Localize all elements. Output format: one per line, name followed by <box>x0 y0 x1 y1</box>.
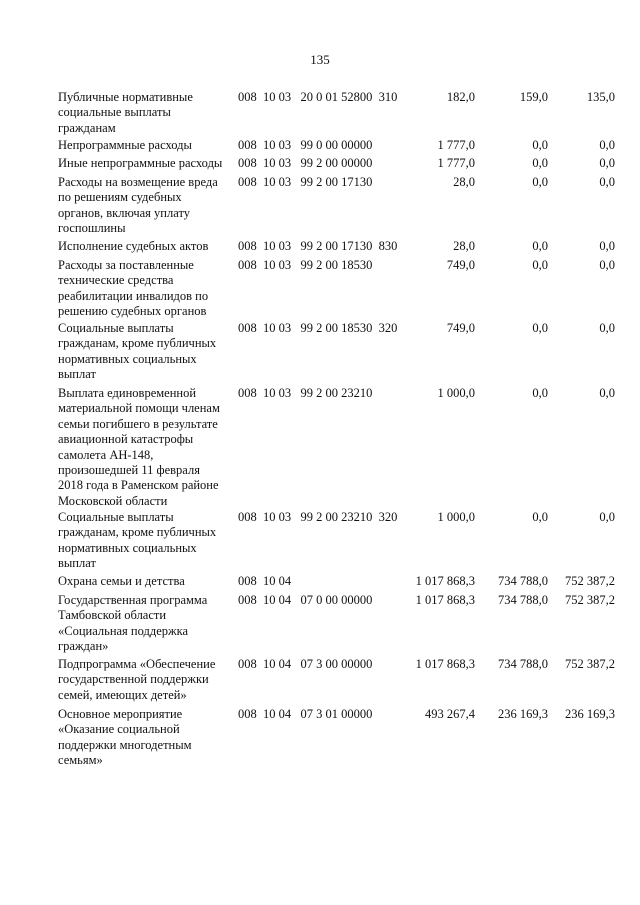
row-value-3: 752 387,2 <box>565 593 615 607</box>
row-value-3: 0,0 <box>599 510 615 524</box>
row-value-2: 0,0 <box>532 156 548 170</box>
row-code: 008 10 04 <box>238 574 292 588</box>
row-value-1: 749,0 <box>446 258 475 272</box>
row-code: 008 10 03 99 2 00 23210 <box>238 386 373 400</box>
row-value-2: 734 788,0 <box>498 574 548 588</box>
row-value-2: 159,0 <box>519 90 548 104</box>
row-value-3: 752 387,2 <box>565 657 615 671</box>
row-value-3: 236 169,3 <box>565 707 615 721</box>
row-value-1: 1 017 868,3 <box>415 593 475 607</box>
row-value-3: 135,0 <box>586 90 615 104</box>
row-code: 008 10 03 99 2 00 18530 320 <box>238 321 398 335</box>
row-value-2: 734 788,0 <box>498 593 548 607</box>
row-name: Расходы за поставленные технические средства реабилитации инвалидов по решению судебных органов <box>58 258 209 319</box>
row-code: 008 10 04 07 0 00 00000 <box>238 593 373 607</box>
row-value-3: 0,0 <box>599 239 615 253</box>
row-value-3: 0,0 <box>599 321 615 335</box>
row-code: 008 10 03 99 0 00 00000 <box>238 138 373 152</box>
row-value-3: 0,0 <box>599 138 615 152</box>
row-value-2: 0,0 <box>532 510 548 524</box>
row-name: Подпрограмма «Обеспечение государственной поддержки семей, имеющих детей» <box>58 657 216 702</box>
row-name: Социальные выплаты гражданам, кроме публичных нормативных социальных выплат <box>58 321 217 382</box>
row-value-2: 0,0 <box>532 138 548 152</box>
row-value-1: 1 017 868,3 <box>415 657 475 671</box>
row-code: 008 10 03 99 2 00 00000 <box>238 156 373 170</box>
row-value-2: 0,0 <box>532 239 548 253</box>
row-value-1: 749,0 <box>446 321 475 335</box>
row-value-1: 1 777,0 <box>437 138 475 152</box>
row-code: 008 10 04 07 3 00 00000 <box>238 657 373 671</box>
row-value-3: 0,0 <box>599 156 615 170</box>
row-value-1: 1 000,0 <box>437 510 475 524</box>
row-value-2: 236 169,3 <box>498 707 548 721</box>
row-value-1: 1 777,0 <box>437 156 475 170</box>
row-name: Основное мероприятие «Оказание социальной поддержки многодетным семьям» <box>58 707 192 768</box>
row-name: Государственная программа Тамбовской области «Социальная поддержка граждан» <box>58 593 208 654</box>
row-code: 008 10 03 99 2 00 17130 830 <box>238 239 398 253</box>
row-value-1: 1 000,0 <box>437 386 475 400</box>
row-value-1: 182,0 <box>446 90 475 104</box>
row-name: Охрана семьи и детства <box>58 574 185 588</box>
row-code: 008 10 03 99 2 00 23210 320 <box>238 510 398 524</box>
row-code: 008 10 03 20 0 01 52800 310 <box>238 90 398 104</box>
row-value-2: 0,0 <box>532 386 548 400</box>
row-name: Расходы на возмещение вреда по решениям судебных органов, включая уплату госпошлины <box>58 175 218 236</box>
row-value-3: 0,0 <box>599 386 615 400</box>
row-code: 008 10 04 07 3 01 00000 <box>238 707 373 721</box>
page-number: 135 <box>310 52 330 67</box>
row-value-1: 493 267,4 <box>425 707 475 721</box>
row-value-1: 1 017 868,3 <box>415 574 475 588</box>
row-code: 008 10 03 99 2 00 17130 <box>238 175 373 189</box>
row-value-1: 28,0 <box>453 239 475 253</box>
row-name: Иные непрограммные расходы <box>58 156 223 170</box>
row-name: Непрограммные расходы <box>58 138 192 152</box>
row-value-2: 0,0 <box>532 175 548 189</box>
row-name: Социальные выплаты гражданам, кроме публичных нормативных социальных выплат <box>58 510 217 571</box>
row-name: Исполнение судебных актов <box>58 239 209 253</box>
row-name: Выплата единовременной материальной помощи членам семьи погибшего в результате авиационной катастрофы самолета АН-148, произошедшей 11 февраля 2018 года в Раменском районе Московской области <box>58 386 220 508</box>
row-value-2: 0,0 <box>532 258 548 272</box>
row-name: Публичные нормативные социальные выплаты гражданам <box>58 90 193 135</box>
row-value-3: 0,0 <box>599 258 615 272</box>
row-value-1: 28,0 <box>453 175 475 189</box>
row-value-3: 0,0 <box>599 175 615 189</box>
row-value-2: 734 788,0 <box>498 657 548 671</box>
row-value-2: 0,0 <box>532 321 548 335</box>
row-value-3: 752 387,2 <box>565 574 615 588</box>
row-code: 008 10 03 99 2 00 18530 <box>238 258 373 272</box>
